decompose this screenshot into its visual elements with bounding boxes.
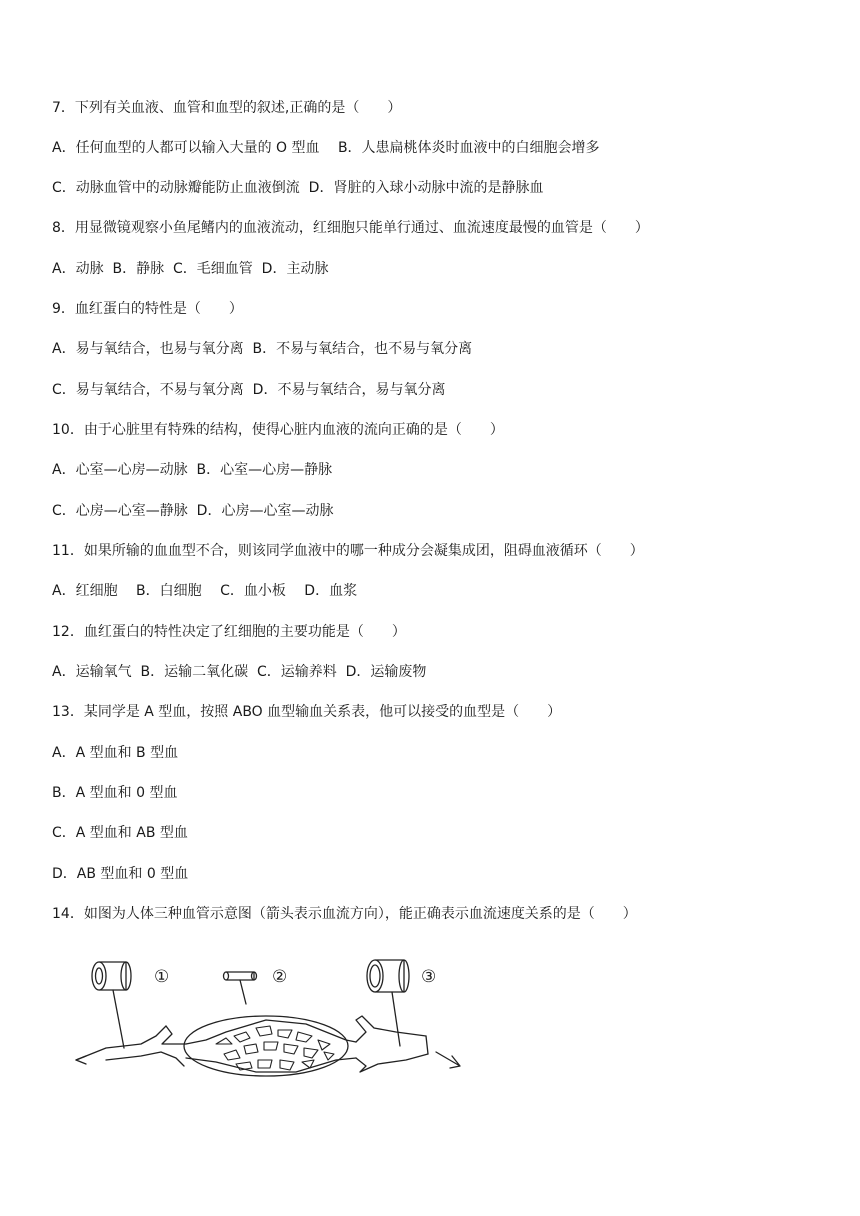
question-13-option-c: C．A 型血和 AB 型血 bbox=[52, 825, 188, 841]
question-7-options-ab: A．任何血型的人都可以输入大量的 O 型血 B．人患扁桃体炎时血液中的白细胞会增多 bbox=[52, 140, 600, 156]
question-9-stem: 9．血红蛋白的特性是（ ） bbox=[52, 301, 243, 317]
question-9-options-cd: C．易与氧结合，不易与氧分离 D．不易与氧结合，易与氧分离 bbox=[52, 382, 446, 398]
vein-cross-section-icon bbox=[367, 960, 409, 992]
question-7-options-cd: C．动脉血管中的动脉瓣能防止血液倒流 D．肾脏的入球小动脉中流的是静脉血 bbox=[52, 180, 544, 196]
blood-vessel-diagram bbox=[66, 948, 466, 1078]
label-1: ① bbox=[154, 967, 170, 987]
question-8-stem: 8．用显微镜观察小鱼尾鳍内的血液流动，红细胞只能单行通过、血流速度最慢的血管是（ ） bbox=[52, 220, 649, 236]
label-3: ③ bbox=[421, 967, 437, 987]
question-8-options: A．动脉 B．静脉 C．毛细血管 D．主动脉 bbox=[52, 261, 329, 277]
artery-cross-section-icon bbox=[92, 962, 131, 990]
question-9-options-ab: A．易与氧结合，也易与氧分离 B．不易与氧结合，也不易与氧分离 bbox=[52, 341, 473, 357]
question-13-stem: 13．某同学是 A 型血，按照 ABO 血型输血关系表，他可以接受的血型是（ ） bbox=[52, 704, 562, 720]
question-11-options: A．红细胞 B．白细胞 C．血小板 D．血浆 bbox=[52, 583, 358, 599]
label-2: ② bbox=[272, 967, 288, 987]
question-10-stem: 10．由于心脏里有特殊的结构，使得心脏内血液的流向正确的是（ ） bbox=[52, 422, 504, 438]
question-13-option-a: A．A 型血和 B 型血 bbox=[52, 745, 179, 761]
question-7-stem: 7．下列有关血液、血管和血型的叙述,正确的是（ ） bbox=[52, 100, 402, 116]
question-13-option-b: B．A 型血和 0 型血 bbox=[52, 785, 178, 801]
question-14-stem: 14．如图为人体三种血管示意图（箭头表示血流方向），能正确表示血流速度关系的是（ ） bbox=[52, 906, 637, 922]
capillary-cross-section-icon bbox=[224, 972, 257, 980]
question-13-option-d: D．AB 型血和 0 型血 bbox=[52, 866, 189, 882]
question-12-stem: 12．血红蛋白的特性决定了红细胞的主要功能是（ ） bbox=[52, 624, 406, 640]
question-10-options-ab: A．心室—心房—动脉 B．心室—心房—静脉 bbox=[52, 462, 333, 478]
question-12-options: A．运输氧气 B．运输二氧化碳 C．运输养料 D．运输废物 bbox=[52, 664, 427, 680]
question-10-options-cd: C．心房—心室—静脉 D．心房—心室—动脉 bbox=[52, 503, 334, 519]
question-11-stem: 11．如果所输的血血型不合，则该同学血液中的哪一种成分会凝集成团，阻碍血液循环（ ） bbox=[52, 543, 644, 559]
